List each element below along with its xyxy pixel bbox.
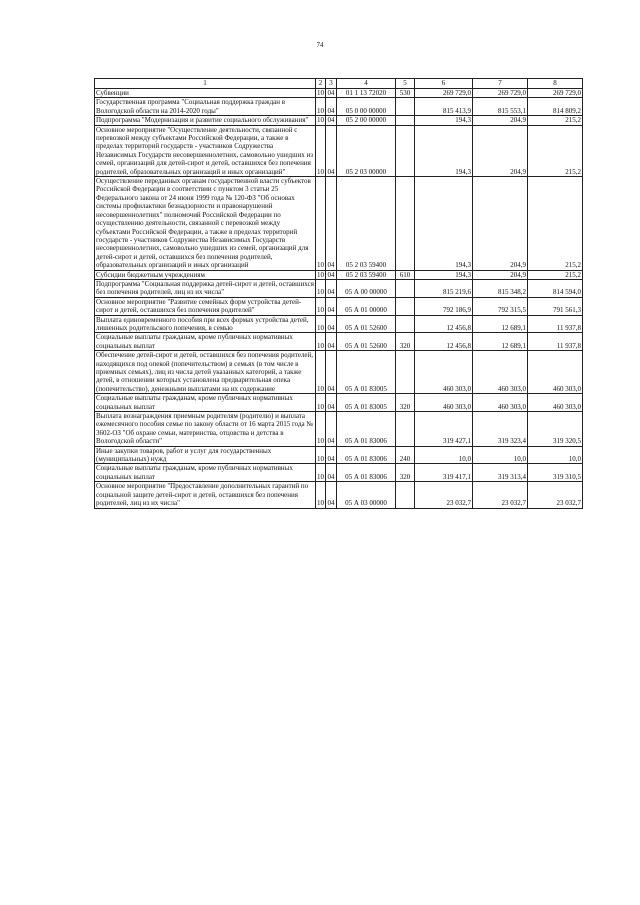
row-expense-type-code: 320 [396, 464, 415, 482]
column-header: 1 [95, 79, 316, 89]
table-row [95, 89, 583, 98]
row-section-code: 10 [317, 270, 324, 279]
row-subsection-code: 04 [326, 394, 337, 412]
row-amount-year-1: 319 417,1 [415, 464, 473, 482]
row-subsection-code: 04 [326, 125, 337, 176]
row-amount-year-1: 792 186,9 [415, 297, 473, 315]
row-amount-year-3: 319 310,5 [528, 464, 583, 482]
row-section-code: 10 [316, 177, 326, 270]
row-section-code: 10 [316, 412, 326, 447]
row-subsection-code: 04 [326, 412, 337, 447]
table-header-row [95, 79, 583, 89]
row-amount-year-1: 12 456,8 [415, 315, 473, 333]
table-row [95, 351, 583, 394]
row-name: Основное мероприятие "Осуществление деятельности, связанной с перевозкой между субъектами Российской Федерации, а также в пределах территорий государств - участников Содружества Независимых Государств несовершеннолетних, самовольно ушедших из семей, организаций для детей-сирот и детей, оставшихся без попечения родителей, образовательных организаций и иных организаций" [95, 125, 316, 176]
row-section-code: 10 [316, 297, 326, 315]
row-section-code: 10 [316, 279, 326, 297]
row-target-article-code: 05 А 01 00000 [337, 297, 396, 315]
row-amount-year-3: 814 809,2 [528, 98, 583, 116]
row-expense-type-code [396, 297, 415, 315]
row-amount-year-1: 269 729,0 [415, 89, 473, 98]
row-amount-year-2: 12 689,1 [473, 333, 528, 351]
row-target-article-code: 05 А 01 83005 [337, 394, 396, 412]
row-expense-type-code [396, 482, 415, 508]
row-amount-year-2: 204,9 [473, 177, 528, 270]
row-name: Иные закупки товаров, работ и услуг для государственных (муниципальных) нужд [95, 446, 316, 464]
row-amount-year-1: 194,3 [415, 177, 473, 270]
row-target-article-code: 01 1 13 72020 [337, 89, 396, 98]
row-amount-year-1: 460 303,0 [415, 351, 473, 394]
row-expense-type-code [396, 98, 415, 116]
row-expense-type-code: 610 [396, 270, 415, 279]
row-expense-type-code [396, 279, 415, 297]
row-amount-year-1: 23 032,7 [415, 482, 473, 508]
row-subsection-code: 04 [326, 279, 337, 297]
row-target-article-code: 05 А 01 52600 [337, 333, 396, 351]
row-amount-year-1: 815 219,6 [415, 279, 473, 297]
table-row [95, 125, 583, 176]
row-amount-year-3: 460 303,0 [528, 351, 583, 394]
column-header: 5 [396, 79, 415, 89]
row-section-code: 10 [317, 116, 324, 125]
row-amount-year-3: 814 594,0 [528, 279, 583, 297]
row-section-code: 10 [316, 394, 326, 412]
row-amount-year-3: 215,2 [528, 116, 583, 125]
row-amount-year-1: 194,3 [415, 270, 473, 279]
budget-table [94, 78, 583, 509]
row-amount-year-2: 269 729,0 [473, 89, 528, 98]
row-amount-year-2: 460 303,0 [473, 394, 528, 412]
row-expense-type-code [396, 125, 415, 176]
row-expense-type-code [396, 177, 415, 270]
row-amount-year-2: 792 315,5 [473, 297, 528, 315]
row-name: Основное мероприятие "Развитие семейных форм устройства детей-сирот и детей, оставшихся без попечения родителей" [95, 297, 316, 315]
row-target-article-code: 05 А 01 52600 [337, 315, 396, 333]
row-name: Социальные выплаты гражданам, кроме публичных нормативных социальных выплат [95, 333, 316, 351]
row-name: Подпрограмма "Социальная поддержка детей-сирот и детей, оставшихся без попечения родителей, лиц из их числа" [96, 279, 314, 297]
row-expense-type-code: 530 [396, 89, 415, 98]
table-row [95, 177, 583, 270]
row-section-code: 10 [316, 351, 326, 394]
row-name: Социальные выплаты гражданам, кроме публичных нормативных социальных выплат [95, 464, 316, 482]
table-row [95, 482, 583, 508]
column-header: 3 [326, 79, 337, 89]
row-name: Выплата единовременного пособия при всех формах устройства детей, лишенных родительского попечения, в семью [95, 315, 316, 333]
row-subsection-code: 04 [326, 315, 337, 333]
column-header: 6 [415, 79, 473, 89]
row-amount-year-1: 460 303,0 [415, 394, 473, 412]
row-amount-year-2: 204,9 [473, 125, 528, 176]
row-target-article-code: 05 А 01 83006 [337, 446, 396, 464]
row-subsection-code: 04 [327, 89, 335, 97]
row-expense-type-code: 320 [396, 394, 415, 412]
column-header: 4 [337, 79, 396, 89]
table-row [95, 98, 583, 116]
row-target-article-code: 05 А 03 00000 [337, 482, 396, 508]
row-amount-year-2: 319 323,4 [473, 412, 528, 447]
table-row [95, 446, 583, 464]
row-section-code: 10 [316, 98, 326, 116]
row-name: Субсидии бюджетным учреждениям [95, 270, 316, 279]
row-amount-year-1: 12 456,8 [415, 333, 473, 351]
row-amount-year-3: 10,0 [528, 446, 583, 464]
page-number: 74 [316, 41, 324, 49]
row-amount-year-1: 194,3 [415, 125, 473, 176]
row-amount-year-2: 204,9 [473, 116, 528, 125]
row-name: Субвенции [95, 89, 316, 98]
row-amount-year-3: 269 729,0 [528, 89, 583, 98]
row-name: Осуществление переданных органам государственной власти субъектов Российской Федерации в соответствии с пунктом 3 статьи 25 Федерального закона от 24 июня 1999 года № 120-ФЗ "Об основах системы профилактики безнадзорности и правонарушений несовершеннолетних" полномочий Российской Федерации по осуществлению деятельности, связанной с перевозкой между субъектами Российской Федерации, а также в пределах территорий государств - участников Содружества Независимых Государств несовершеннолетних, самовольно ушедших из семей, организаций для детей-сирот и детей, оставшихся без попечения родителей, образовательных организаций и иных организаций [95, 177, 316, 270]
row-subsection-code: 04 [326, 297, 337, 315]
row-target-article-code: 05 2 03 59400 [337, 270, 396, 279]
row-subsection-code: 04 [326, 464, 337, 482]
table-row [95, 394, 583, 412]
table-row [95, 412, 583, 447]
row-name: Социальные выплаты гражданам, кроме публичных нормативных социальных выплат [95, 394, 316, 412]
row-target-article-code: 05 А 01 83005 [337, 351, 396, 394]
row-subsection-code: 04 [326, 333, 337, 351]
row-amount-year-3: 11 937,8 [528, 333, 583, 351]
row-amount-year-1: 194,3 [415, 116, 473, 125]
row-section-code: 10 [316, 315, 326, 333]
row-name: Основное мероприятие "Предоставление дополнительных гарантий по социальной защите детей-сирот и детей, оставшихся без попечения родителей, лиц из их числа" [95, 482, 316, 508]
row-amount-year-2: 815 553,1 [473, 98, 528, 116]
row-name: Обеспечение детей-сирот и детей, оставшихся без попечения родителей, находящихся под опекой (попечительством) в семьях (в том числе в приемных семьях), лиц из числа детей указанных категорий, а также детей, в отношении которых установлена предварительная опека (попечительство), денежными выплатами на их содержание [95, 351, 316, 394]
row-subsection-code: 04 [326, 177, 337, 270]
row-amount-year-2: 815 348,2 [473, 279, 528, 297]
row-amount-year-3: 215,2 [528, 270, 583, 279]
row-expense-type-code: 240 [396, 446, 415, 464]
row-amount-year-3: 791 561,3 [528, 297, 583, 315]
row-target-article-code: 05 0 00 00000 [337, 98, 396, 116]
row-expense-type-code [396, 412, 415, 447]
table-row [95, 333, 583, 351]
row-amount-year-3: 215,2 [528, 125, 583, 176]
row-amount-year-2: 23 032,7 [473, 482, 528, 508]
row-name: Подпрограмма "Модернизация и развитие социального обслуживания" [95, 116, 316, 125]
row-section-code: 10 [317, 89, 324, 97]
row-target-article-code: 05 А 00 00000 [337, 279, 396, 297]
row-name: Государственная программа "Социальная поддержка граждан в Вологодской области на 2014-2020 годы" [95, 98, 316, 116]
row-amount-year-1: 815 413,9 [415, 98, 473, 116]
table-row [95, 270, 583, 279]
row-amount-year-3: 11 937,8 [528, 315, 583, 333]
row-subsection-code: 04 [327, 116, 335, 125]
row-amount-year-2: 10,0 [473, 446, 528, 464]
row-amount-year-2: 204,9 [473, 270, 528, 279]
row-target-article-code: 05 А 01 83006 [337, 412, 396, 447]
column-header: 2 [316, 79, 326, 89]
row-name: Выплата вознаграждения приемным родителям (родителю) и выплата ежемесячного пособия семье по закону области от 16 марта 2015 года № 3602-ОЗ "Об охране семьи, материнства, отцовства и детства в Вологодской области" [95, 412, 316, 447]
row-target-article-code: 05 2 03 00000 [337, 125, 396, 176]
row-amount-year-3: 460 303,0 [528, 394, 583, 412]
row-section-code: 10 [316, 464, 326, 482]
column-header: 8 [528, 79, 583, 89]
row-subsection-code: 04 [326, 351, 337, 394]
row-subsection-code: 04 [326, 446, 337, 464]
table-row [95, 116, 583, 125]
row-amount-year-3: 319 320,5 [528, 412, 583, 447]
row-amount-year-2: 319 313,4 [473, 464, 528, 482]
row-subsection-code: 04 [327, 270, 335, 279]
row-expense-type-code [396, 351, 415, 394]
row-section-code: 10 [316, 125, 326, 176]
row-expense-type-code [396, 116, 415, 125]
table-row [95, 315, 583, 333]
row-target-article-code: 05 А 01 83006 [337, 464, 396, 482]
table-row [95, 297, 583, 315]
row-amount-year-1: 319 427,1 [415, 412, 473, 447]
row-amount-year-2: 12 689,1 [473, 315, 528, 333]
row-section-code: 10 [316, 446, 326, 464]
row-subsection-code: 04 [326, 482, 337, 508]
table-row [95, 279, 583, 297]
row-expense-type-code: 320 [396, 333, 415, 351]
column-header: 7 [473, 79, 528, 89]
row-target-article-code: 05 2 03 59400 [337, 177, 396, 270]
row-amount-year-3: 23 032,7 [528, 482, 583, 508]
row-amount-year-3: 215,2 [528, 177, 583, 270]
row-expense-type-code [396, 315, 415, 333]
row-amount-year-2: 460 303,0 [473, 351, 528, 394]
row-amount-year-1: 10,0 [415, 446, 473, 464]
row-subsection-code: 04 [326, 98, 337, 116]
row-section-code: 10 [316, 333, 326, 351]
table-row [95, 464, 583, 482]
row-section-code: 10 [316, 482, 326, 508]
row-target-article-code: 05 2 00 00000 [337, 116, 396, 125]
